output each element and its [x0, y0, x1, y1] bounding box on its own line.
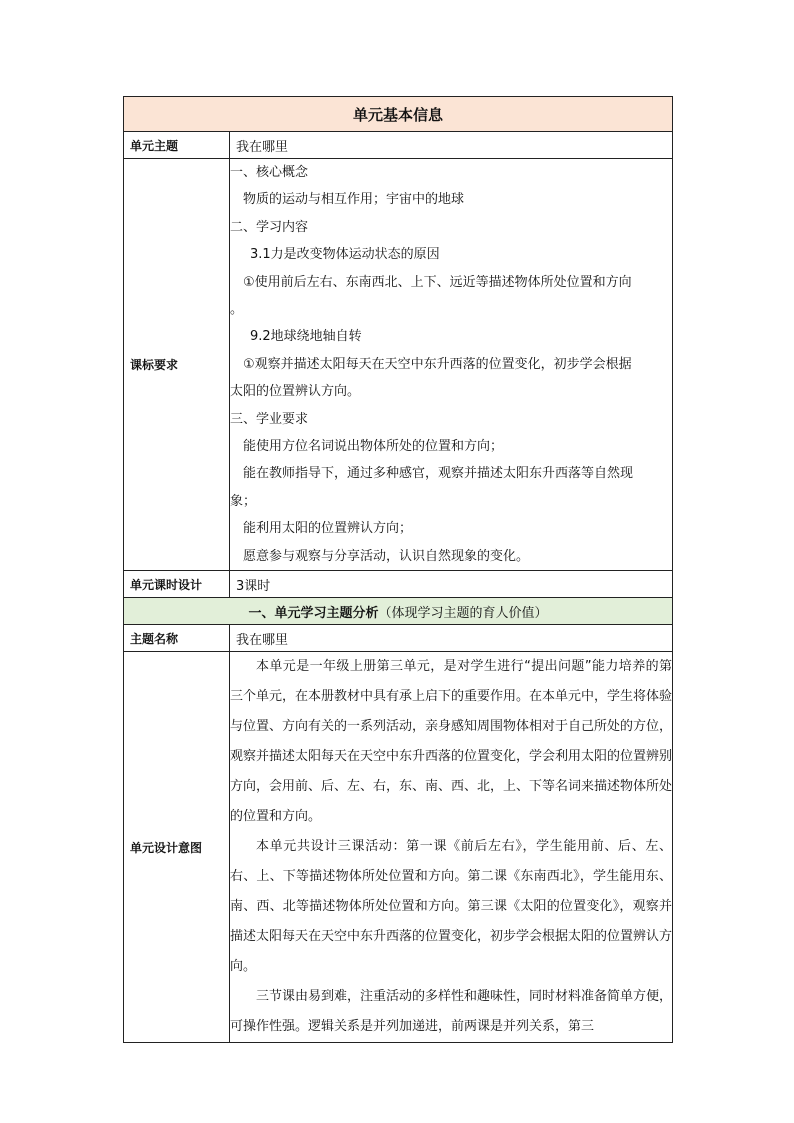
table-title: 单元基本信息	[124, 97, 673, 132]
section-heading	[124, 598, 673, 625]
curriculum-line: 能利用太阳的位置辨认方向；	[243, 521, 413, 537]
section-heading-main: 一、单元学习主题分析	[248, 605, 379, 621]
curriculum-line: 象；	[230, 493, 257, 509]
curriculum-line: 愿意参与观察与分享活动，认识自然现象的变化。	[243, 548, 530, 564]
curriculum-content	[230, 159, 673, 571]
curriculum-line: 能在教师指导下，通过多种感官，观察并描述太阳东升西落等自然现	[243, 466, 634, 482]
table-row	[124, 571, 673, 598]
table-row	[124, 652, 673, 1043]
design-intent-label: 单元设计意图	[124, 652, 230, 1043]
unit-theme-value: 我在哪里	[230, 132, 673, 159]
theme-name-label: 主题名称	[124, 625, 230, 652]
table-row	[124, 159, 673, 571]
curriculum-line: 三、学业要求	[230, 411, 309, 427]
curriculum-line: ①观察并描述太阳每天在天空中东升西落的位置变化，初步学会根据	[243, 356, 632, 372]
curriculum-line: 二、学习内容	[230, 219, 309, 235]
paragraph: 三节课由易到难，注重活动的多样性和趣味性，同时材料准备简单方便，可操作性强。逻辑关系是并列加递进，前两课是并列关系，第三	[230, 989, 673, 1035]
curriculum-line: 物质的运动与相互作用；宇宙中的地球	[243, 192, 465, 208]
unit-info-table	[123, 96, 673, 1043]
curriculum-line: 。	[230, 302, 244, 318]
unit-hours-value: 3课时	[230, 571, 673, 598]
curriculum-label: 课标要求	[124, 159, 230, 571]
curriculum-line: 9.2地球绕地轴自转	[250, 329, 362, 345]
theme-name-value: 我在哪里	[230, 625, 673, 652]
curriculum-line: 能使用方位名词说出物体所处的位置和方向；	[243, 439, 504, 455]
paragraph: 本单元是一年级上册第三单元，是对学生进行“提出问题”能力培养的第三个单元，在本册教材中具有承上启下的重要作用。在本单元中，学生将体验与位置、方向有关的一系列活动，亲身感知周围物体相对于自己所处的方位，观察并描述太阳每天在天空中东升西落的位置变化，学会利用太阳的位置辨别方向，会用前、后、左、右，东、南、西、北，上、下等名词来描述物体所处的位置和方向。	[230, 659, 673, 825]
section-heading-note: （体现学习主题的育人价值）	[378, 605, 548, 621]
curriculum-line: 3.1力是改变物体运动状态的原因	[250, 247, 440, 263]
design-intent-content	[230, 652, 673, 1043]
curriculum-line: 一、核心概念	[230, 165, 309, 180]
unit-hours-label: 单元课时设计	[124, 571, 230, 598]
table-row	[124, 625, 673, 652]
curriculum-line: 太阳的位置辨认方向。	[230, 384, 361, 400]
curriculum-line: ①使用前后左右、东南西北、上下、远近等描述物体所处位置和方向	[243, 274, 632, 290]
table-row	[124, 132, 673, 159]
paragraph: 本单元共设计三课活动：第一课《前后左右》，学生能用前、后、左、右、上、下等描述物体所处位置和方向。第二课《东南西北》，学生能用东、南、西、北等描述物体所处位置和方向。第三课《太阳的位置变化》，观察并描述太阳每天在天空中东升西落的位置变化，初步学会根据太阳的位置辨认方向。	[230, 839, 673, 975]
unit-theme-label: 单元主题	[124, 132, 230, 159]
